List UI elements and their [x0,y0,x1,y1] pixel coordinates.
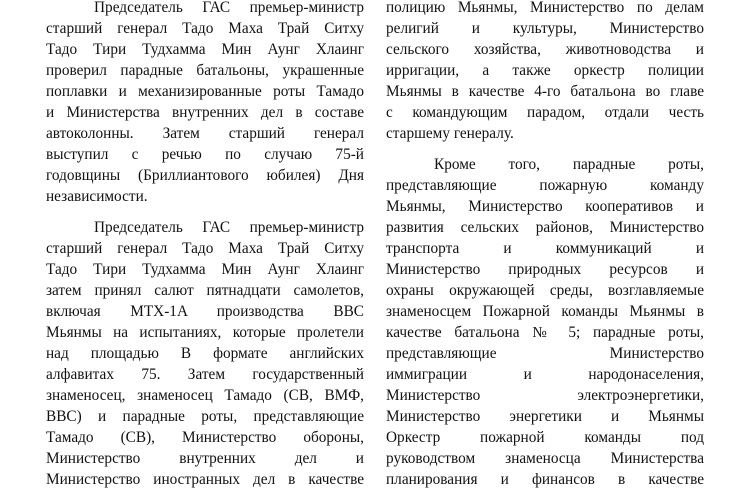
text-line: сельского хозяйства, животноводства и [386,41,704,58]
text-line: независимости. [46,188,148,205]
text-line: Министерство природных ресурсов и [386,261,704,278]
text-line: Тадо Тири Тудхамма Мин Аунг Хлаинг [46,261,364,278]
text-line: представляющие пожарную команду [386,177,704,194]
text-line: Министерство иностранных дел в качестве [46,471,364,488]
text-line: религий и культуры, Министерство [386,20,704,37]
text-line: Мьянмы на испытаниях, которые пролетели [46,324,364,341]
text-line: Мьянмы в качестве 4-го батальона во главе [386,83,704,100]
text-line: затем принял салют пятнадцати самолетов, [46,282,364,299]
paragraph [386,154,704,490]
text-line: Оркестр пожарной команды под [386,429,704,446]
text-line: руководством знаменосца Министерства [386,450,704,467]
text-line: старший генерал Тадо Маха Трай Ситху [46,240,364,257]
text-line: планирования и финансов в качестве [386,471,704,488]
text-line: с командующим парадом, отдали честь [386,104,704,121]
text-line: Министерство электроэнергетики, [386,387,704,404]
text-line: Тамадо (СВ), Министерство обороны, [46,429,364,446]
text-line: поплавки и механизированные роты Тамадо [46,83,364,100]
text-line: охраны окружающей среды, возглавляемые [386,282,704,299]
paragraph [46,0,364,207]
text-line: Кроме того, парадные роты, [434,156,704,173]
text-line: проверил парадные батальоны, украшенные [46,62,364,79]
text-line: представляющие Министерство [386,345,704,362]
text-line: выступил с речью по случаю 75-й [46,146,364,163]
text-line: транспорта и коммуникаций и [386,240,704,257]
text-line: Министерство энергетики и Мьянмы [386,408,704,425]
left-column [46,0,364,490]
text-line: над площадью В формате английских [46,345,364,362]
text-line: ВВС) и парадные роты, представляющие [46,408,364,425]
text-line: старший генерал Тадо Маха Трай Ситху [46,20,364,37]
text-line: Мьянмы, Министерство кооперативов и [386,198,704,215]
text-line: качестве батальона № 5; парадные роты, [386,324,704,341]
text-line: Председатель ГАС премьер-министр [94,0,364,16]
text-line: годовщины (Бриллиантового юбилея) Дня [46,167,364,184]
text-line: знаменосец, знаменосец Тамадо (СВ, ВМФ, [46,387,364,404]
paragraph [386,0,704,144]
text-line: Тадо Тири Тудхамма Мин Аунг Хлаинг [46,41,364,58]
text-line: включая MTX-1A производства BBC [46,303,364,320]
text-line: ирригации, а также оркестр полиции [386,62,704,79]
text-line: старшему генералу. [386,125,514,142]
text-line: полицию Мьянмы, Министерство по делам [386,0,704,16]
text-line: автоколонны. Затем старший генерал [46,125,364,142]
right-column [386,0,704,490]
text-line: Министерство внутренних дел и [46,450,364,467]
text-line: развития сельских районов, Министерство [386,219,704,236]
text-line: и Министерства внутренних дел в составе [46,104,364,121]
paragraph [46,217,364,490]
text-line: алфавитах 75. Затем государственный [46,366,364,383]
text-line: знаменосцем Пожарной команды Мьянмы в [386,303,704,320]
text-line: Председатель ГАС премьер-министр [94,219,364,236]
text-line: иммиграции и народонаселения, [386,366,704,383]
